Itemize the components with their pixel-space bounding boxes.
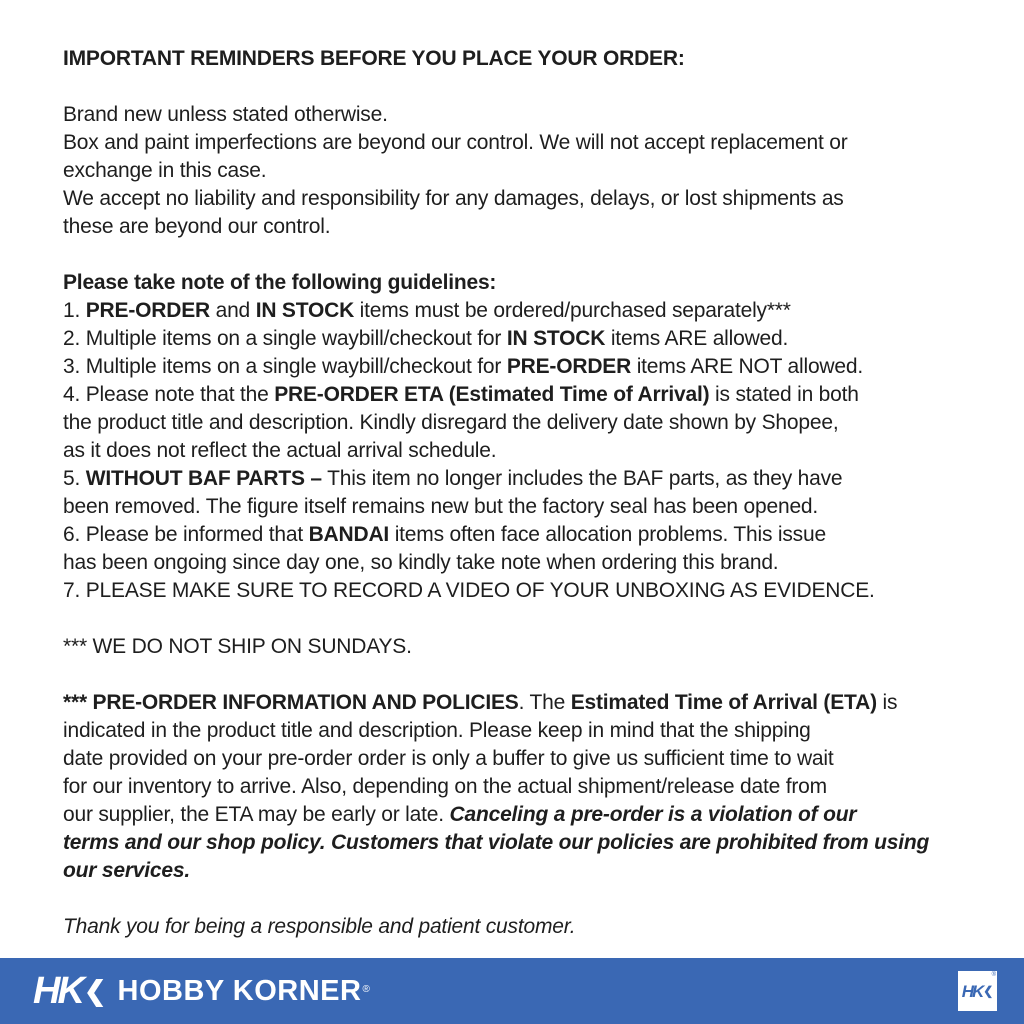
text-line: 6. Please be informed that BANDAI items often face allocation problems. This issue — [63, 523, 826, 546]
text-line: *** PRE-ORDER INFORMATION AND POLICIES. The Estimated Time of Arrival (ETA) is — [63, 691, 898, 714]
brand-name: HOBBY KORNER — [117, 974, 362, 1007]
paragraph — [63, 913, 968, 941]
footer-logo — [33, 972, 370, 1010]
text-line: the product title and description. Kindly disregard the delivery date shown by Shopee, — [63, 411, 839, 434]
paragraph — [63, 269, 968, 605]
text-line: indicated in the product title and description. Please keep in mind that the shipping — [63, 719, 811, 742]
text-line: Brand new unless stated otherwise. — [63, 103, 388, 126]
text-line: 7. PLEASE MAKE SURE TO RECORD A VIDEO OF YOUR UNBOXING AS EVIDENCE. — [63, 579, 875, 602]
text-line: 5. WITHOUT BAF PARTS – This item no longer includes the BAF parts, as they have — [63, 467, 843, 490]
hk-badge-letters: HK — [961, 981, 983, 1001]
text-line: IMPORTANT REMINDERS BEFORE YOU PLACE YOUR ORDER: — [63, 47, 685, 70]
text-line: for our inventory to arrive. Also, depending on the actual shipment/release date from — [63, 775, 827, 798]
text-line: Box and paint imperfections are beyond our control. We will not accept replacement or — [63, 131, 848, 154]
badge-registered-trademark: ® — [991, 972, 996, 978]
text-line: our supplier, the ETA may be early or late. Canceling a pre-order is a violation of our — [63, 803, 857, 826]
text-line: 1. PRE-ORDER and IN STOCK items must be ordered/purchased separately*** — [63, 299, 791, 322]
text-line: *** WE DO NOT SHIP ON SUNDAYS. — [63, 635, 412, 658]
paragraph — [63, 689, 968, 885]
text-line: our services. — [63, 859, 190, 882]
text-line: Thank you for being a responsible and patient customer. — [63, 915, 576, 938]
hk-badge-arrow-icon: ❮ — [983, 984, 994, 998]
footer-brand-bar — [0, 958, 1024, 1024]
text-line: We accept no liability and responsibility for any damages, delays, or lost shipments as — [63, 187, 844, 210]
paragraph — [63, 45, 968, 73]
text-line: these are beyond our control. — [63, 215, 331, 238]
text-line: been removed. The figure itself remains new but the factory seal has been opened. — [63, 495, 819, 518]
text-line: 2. Multiple items on a single waybill/checkout for IN STOCK items ARE allowed. — [63, 327, 789, 350]
registered-trademark: ® — [362, 984, 370, 995]
text-line: 4. Please note that the PRE-ORDER ETA (Estimated Time of Arrival) is stated in both — [63, 383, 859, 406]
hk-badge-icon — [958, 971, 997, 1011]
hk-logo-letters: HK — [33, 970, 82, 1012]
paragraph — [63, 101, 968, 241]
text-line: date provided on your pre-order order is only a buffer to give us sufficient time to wait — [63, 747, 834, 770]
paragraph — [63, 633, 968, 661]
text-line: Please take note of the following guidelines: — [63, 271, 497, 294]
document-body — [63, 45, 968, 969]
text-line: terms and our shop policy. Customers that violate our policies are prohibited from using — [63, 831, 930, 854]
hk-logo-arrow-icon: ❮ — [83, 975, 107, 1006]
text-line: 3. Multiple items on a single waybill/checkout for PRE-ORDER items ARE NOT allowed. — [63, 355, 863, 378]
hk-logo-icon — [33, 972, 107, 1010]
text-line: as it does not reflect the actual arrival schedule. — [63, 439, 497, 462]
text-line: has been ongoing since day one, so kindly take note when ordering this brand. — [63, 551, 779, 574]
text-line: exchange in this case. — [63, 159, 267, 182]
